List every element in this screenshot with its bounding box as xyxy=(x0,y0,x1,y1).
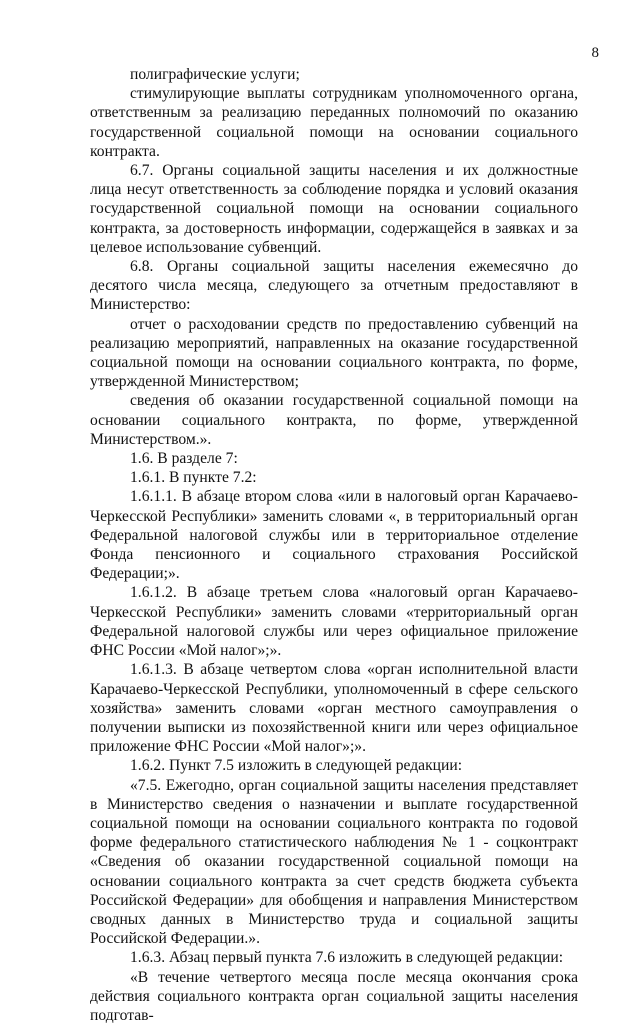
paragraph: 1.6. В разделе 7: xyxy=(130,450,238,468)
document-body xyxy=(90,65,578,1025)
paragraph: 6.8. Органы социальной защиты населения ежемесячно до десятого числа месяца, следующего за отчетным предоставляют в Министерство: xyxy=(90,258,578,314)
paragraph: «7.5. Ежегодно, орган социальной защиты населения представляет в Министерство сведения о назначении и выплате государственной социальной помощи на основании социального контракта по годовой форме федерального статистического наблюдения № 1 - соцконтракт «Сведения об оказании государственной социальной помощи на основании социального контракта за счет средств бюджета субъекта Российской Федерации» для обобщения и направления Министерством сводных данных в Министерство труда и социальной защиты Российской Федерации.». xyxy=(90,776,578,948)
page-number: 8 xyxy=(591,45,599,61)
paragraph: стимулирующие выплаты сотрудникам уполномоченного органа, ответственным за реализацию переданных полномочий по оказанию государственной социальной помощи на основании социального контракта. xyxy=(90,85,578,160)
paragraph: 1.6.1.2. В абзаце третьем слова «налоговый орган Карачаево-Черкесской Республики» заменить словами «территориальный орган Федеральной налоговой службы или через официальное приложение ФНС России «Мой налог»;». xyxy=(90,584,578,660)
paragraph: 6.7. Органы социальной защиты населения и их должностные лица несут ответственность за соблюдение порядка и условий оказания государственной социальной помощи на основании социального контракта, за достоверность информации, содержащейся в заявках и за целевое использование субвенций. xyxy=(90,162,578,256)
paragraph: 1.6.1.3. В абзаце четвертом слова «орган исполнительной власти Карачаево-Черкесской Республики, уполномоченный в сфере сельского хозяйства» заменить словами «орган местного самоуправления о получении выписки из похозяйственной книги или через официальное приложение ФНС России «Мой налог»;». xyxy=(90,661,578,756)
paragraph: 1.6.1. В пункте 7.2: xyxy=(130,469,257,487)
paragraph: 1.6.3. Абзац первый пункта 7.6 изложить в следующей редакции: xyxy=(130,949,564,967)
paragraph: полиграфические услуги; xyxy=(130,66,300,83)
paragraph: отчет о расходовании средств по предоставлению субвенций на реализацию мероприятий, направленных на оказание государственной социальной помощи на основании социального контракта, по форме, утвержденной Министерством; xyxy=(90,315,578,391)
paragraph: «В течение четвертого месяца после месяца окончания срока действия социального контракта орган социальной защиты населения подготав- xyxy=(90,968,578,1024)
paragraph: 1.6.1.1. В абзаце втором слова «или в налоговый орган Карачаево-Черкесской Республики» заменить словами «, в территориальный орган Федеральной налоговой службы или в территориальное отделение Фонда пенсионного и социального страхования Российской Федерации;». xyxy=(90,488,578,583)
paragraph: сведения об оказании государственной социальной помощи на основании социального контракта, по форме, утвержденной Министерством.». xyxy=(90,392,578,448)
paragraph: 1.6.2. Пункт 7.5 изложить в следующей редакции: xyxy=(130,757,463,775)
